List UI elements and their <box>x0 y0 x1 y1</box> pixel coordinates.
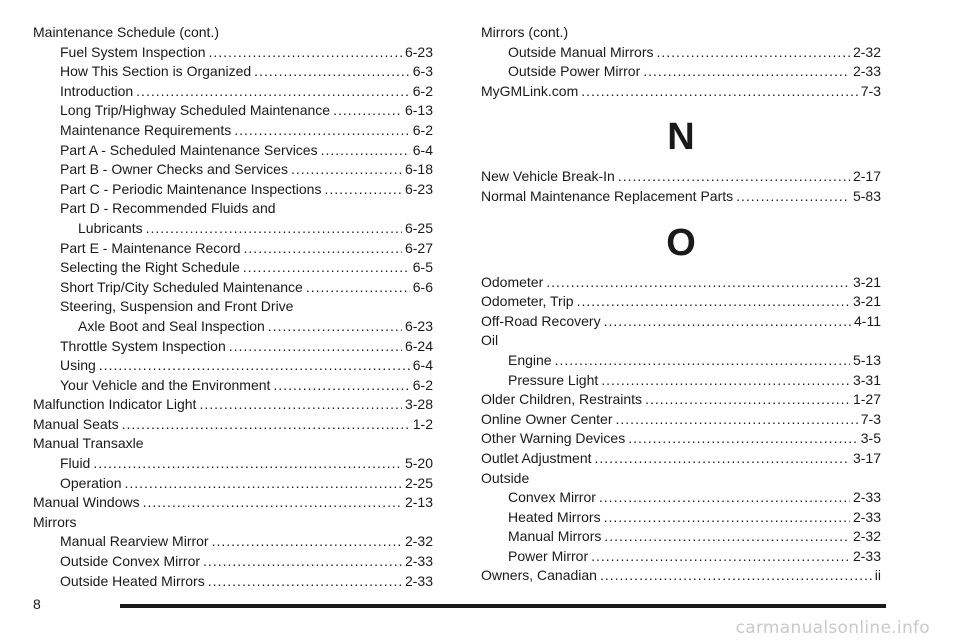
index-entry <box>481 488 881 508</box>
entry-page-ref: 6-6 <box>412 278 433 295</box>
entry-text: MyGMLink.com <box>481 82 579 99</box>
entry-page-ref: 2-33 <box>852 489 881 506</box>
entry-page-ref: 3-21 <box>852 293 881 310</box>
index-entry <box>33 532 433 552</box>
index-entry <box>33 572 433 592</box>
entry-page-ref: 2-25 <box>404 474 433 491</box>
entry-page-ref: 6-25 <box>404 219 433 236</box>
entry-page-ref: 6-27 <box>404 239 433 256</box>
index-entry <box>33 552 433 572</box>
entry-text: Convex Mirror <box>508 489 596 506</box>
dot-leader <box>208 572 402 592</box>
entry-text: Operation <box>60 474 122 491</box>
index-entry <box>33 317 433 337</box>
entry-page-ref: 2-33 <box>852 508 881 525</box>
index-group-o <box>481 273 881 587</box>
index-entry <box>481 527 881 547</box>
index-entry <box>481 331 881 351</box>
index-entry <box>481 390 881 410</box>
entry-page-ref: 6-3 <box>412 63 433 80</box>
dot-leader <box>324 180 402 200</box>
entry-page-ref: 4-11 <box>854 312 881 329</box>
dot-leader <box>333 101 402 121</box>
index-entry <box>481 547 881 567</box>
dot-leader <box>736 187 850 207</box>
dot-leader <box>146 219 402 239</box>
dot-leader <box>254 62 410 82</box>
index-entry <box>33 513 433 533</box>
dot-leader <box>591 547 850 567</box>
entry-page-ref: 6-23 <box>404 43 433 60</box>
dot-leader <box>577 292 850 312</box>
index-entry <box>33 180 433 200</box>
dot-leader <box>209 43 402 63</box>
entry-text: Using <box>60 357 96 374</box>
entry-page-ref: 6-2 <box>412 376 433 393</box>
entry-text: Outlet Adjustment <box>481 449 592 466</box>
index-entry <box>33 337 433 357</box>
index-entry <box>481 187 881 207</box>
index-entry <box>481 82 881 102</box>
entry-page-ref: 2-32 <box>852 43 881 60</box>
entry-text: Manual Rearview Mirror <box>60 533 209 550</box>
section-letter-o: O <box>666 221 696 264</box>
entry-page-ref: 6-24 <box>404 337 433 354</box>
index-entry <box>481 508 881 528</box>
entry-page-ref: 1-2 <box>412 415 433 432</box>
entry-text: Throttle System Inspection <box>60 337 226 354</box>
entry-text: Lubricants <box>78 219 143 236</box>
entry-page-ref: 2-17 <box>852 168 881 185</box>
dot-leader <box>244 239 402 259</box>
entry-page-ref: 3-21 <box>852 273 881 290</box>
index-entry <box>33 23 433 43</box>
dot-leader <box>601 371 850 391</box>
entry-text: Off-Road Recovery <box>481 312 601 329</box>
entry-text: New Vehicle Break-In <box>481 168 615 185</box>
dot-leader <box>122 415 410 435</box>
dot-leader <box>212 532 402 552</box>
entry-text: Part D - Recommended Fluids and <box>60 200 276 217</box>
dot-leader <box>321 141 410 161</box>
dot-leader <box>599 488 850 508</box>
index-entry <box>33 454 433 474</box>
index-entry <box>33 121 433 141</box>
index-entry <box>33 199 433 219</box>
entry-text: Part C - Periodic Maintenance Inspections <box>60 180 322 197</box>
entry-page-ref: 2-33 <box>852 547 881 564</box>
dot-leader <box>643 62 850 82</box>
entry-text: Fuel System Inspection <box>60 43 206 60</box>
index-entry <box>33 376 433 396</box>
entry-text: Maintenance Schedule (cont.) <box>33 24 219 40</box>
entry-text: Axle Boot and Seal Inspection <box>78 317 265 334</box>
index-group-m-continued <box>481 23 881 101</box>
watermark: carmanualsonline.info <box>735 618 930 638</box>
dot-leader <box>604 312 851 332</box>
index-entry <box>481 449 881 469</box>
entry-text: Pressure Light <box>508 371 599 388</box>
entry-text: Manual Transaxle <box>33 435 144 452</box>
dot-leader <box>600 566 872 586</box>
dot-leader <box>604 508 850 528</box>
index-entry <box>33 278 433 298</box>
index-entry <box>33 258 433 278</box>
entry-text: Manual Seats <box>33 415 119 432</box>
entry-text: Maintenance Requirements <box>60 121 232 138</box>
entry-text: Other Warning Devices <box>481 430 626 447</box>
entry-text: Engine <box>508 351 552 368</box>
entry-text: Mirrors <box>33 513 77 530</box>
index-group-n <box>481 167 881 206</box>
dot-leader <box>229 337 402 357</box>
index-entry <box>33 62 433 82</box>
entry-page-ref: 1-27 <box>852 391 881 408</box>
entry-page-ref: 2-13 <box>404 494 433 511</box>
entry-text: Long Trip/Highway Scheduled Maintenance <box>60 102 331 119</box>
entry-text: Part B - Owner Checks and Services <box>60 161 288 178</box>
entry-page-ref: 7-3 <box>860 410 881 427</box>
dot-leader <box>234 121 410 141</box>
entry-text: Odometer, Trip <box>481 293 574 310</box>
index-entry <box>33 415 433 435</box>
entry-text: Manual Mirrors <box>508 528 602 545</box>
entry-text: Oil <box>481 332 499 349</box>
entry-page-ref: 6-23 <box>404 317 433 334</box>
entry-page-ref: 6-18 <box>404 161 433 178</box>
entry-page-ref: 6-13 <box>404 102 433 119</box>
entry-page-ref: 7-3 <box>860 82 881 99</box>
entry-text: Mirrors (cont.) <box>481 24 569 40</box>
entry-text: Manual Windows <box>33 494 140 511</box>
index-entry <box>481 312 881 332</box>
entry-page-ref: 5-20 <box>404 455 433 472</box>
dot-leader <box>555 351 850 371</box>
dot-leader <box>243 258 410 278</box>
index-entry <box>481 429 881 449</box>
entry-page-ref: 5-83 <box>852 187 881 204</box>
index-entry <box>481 167 881 187</box>
index-entry <box>481 62 881 82</box>
entry-text: Steering, Suspension and Front Drive <box>60 298 294 315</box>
entry-text: Malfunction Indicator Light <box>33 396 197 413</box>
dot-leader <box>645 390 850 410</box>
entry-text: Odometer <box>481 273 544 290</box>
entry-page-ref: 6-2 <box>412 121 433 138</box>
dot-leader <box>604 527 850 547</box>
entry-text: Power Mirror <box>508 547 589 564</box>
section-letter-n: N <box>667 116 695 159</box>
entry-page-ref: 2-33 <box>404 572 433 589</box>
entry-text: Part E - Maintenance Record <box>60 239 241 256</box>
dot-leader <box>616 410 858 430</box>
entry-text: Outside Power Mirror <box>508 63 641 80</box>
entry-page-ref: 3-28 <box>404 396 433 413</box>
dot-leader <box>595 449 850 469</box>
index-entry <box>33 43 433 63</box>
entry-text: Normal Maintenance Replacement Parts <box>481 187 734 204</box>
index-entry <box>481 23 881 43</box>
entry-text: Online Owner Center <box>481 410 613 427</box>
index-entry <box>481 292 881 312</box>
index-entry <box>33 356 433 376</box>
index-entry <box>481 351 881 371</box>
index-entry <box>33 474 433 494</box>
entry-page-ref: 5-13 <box>852 351 881 368</box>
index-entry <box>33 219 433 239</box>
index-entry <box>33 493 433 513</box>
index-entry <box>481 469 881 489</box>
dot-leader <box>628 429 858 449</box>
entry-page-ref: 2-32 <box>404 533 433 550</box>
entry-text: Outside <box>481 469 530 486</box>
dot-leader <box>546 273 850 293</box>
dot-leader <box>99 356 410 376</box>
entry-text: Short Trip/City Scheduled Maintenance <box>60 278 303 295</box>
entry-page-ref: 2-32 <box>852 528 881 545</box>
entry-text: Fluid <box>60 455 91 472</box>
entry-page-ref: 2-33 <box>404 553 433 570</box>
dot-leader <box>268 317 402 337</box>
entry-page-ref: 6-2 <box>412 82 433 99</box>
index-entry <box>481 371 881 391</box>
dot-leader <box>136 82 410 102</box>
entry-page-ref: 3-31 <box>852 371 881 388</box>
entry-page-ref: ii <box>874 567 881 584</box>
entry-page-ref: 2-33 <box>852 63 881 80</box>
page-number: 8 <box>33 596 41 612</box>
dot-leader <box>273 376 409 396</box>
entry-text: Outside Heated Mirrors <box>60 572 205 589</box>
index-entry <box>481 566 881 586</box>
dot-leader <box>306 278 410 298</box>
entry-page-ref: 6-4 <box>412 141 433 158</box>
dot-leader <box>199 395 402 415</box>
index-entry <box>33 297 433 317</box>
entry-text: Part A - Scheduled Maintenance Services <box>60 141 318 158</box>
index-entry <box>33 160 433 180</box>
dot-leader <box>124 474 401 494</box>
dot-leader <box>143 493 402 513</box>
index-entry <box>33 82 433 102</box>
entry-page-ref: 6-23 <box>404 180 433 197</box>
entry-page-ref: 6-5 <box>412 259 433 276</box>
entry-text: Outside Manual Mirrors <box>508 43 654 60</box>
entry-text: Introduction <box>60 82 134 99</box>
index-column-right <box>481 23 881 586</box>
footer-rule <box>120 604 886 608</box>
dot-leader <box>203 552 402 572</box>
entry-text: Older Children, Restraints <box>481 391 643 408</box>
index-entry <box>33 395 433 415</box>
entry-text: Selecting the Right Schedule <box>60 259 240 276</box>
index-entry <box>481 410 881 430</box>
entry-text: Outside Convex Mirror <box>60 553 201 570</box>
entry-page-ref: 6-4 <box>412 357 433 374</box>
index-entry <box>481 43 881 63</box>
dot-leader <box>618 167 850 187</box>
entry-page-ref: 3-17 <box>852 449 881 466</box>
index-entry <box>33 101 433 121</box>
entry-page-ref: 3-5 <box>860 430 881 447</box>
dot-leader <box>93 454 402 474</box>
entry-text: Owners, Canadian <box>481 567 597 584</box>
entry-text: How This Section is Organized <box>60 63 252 80</box>
entry-text: Your Vehicle and the Environment <box>60 376 271 393</box>
index-entry <box>33 239 433 259</box>
dot-leader <box>291 160 402 180</box>
dot-leader <box>581 82 858 102</box>
dot-leader <box>657 43 850 63</box>
index-entry <box>33 434 433 454</box>
index-entry <box>481 273 881 293</box>
entry-text: Heated Mirrors <box>508 508 601 525</box>
index-entry <box>33 141 433 161</box>
index-column-left <box>33 23 433 591</box>
